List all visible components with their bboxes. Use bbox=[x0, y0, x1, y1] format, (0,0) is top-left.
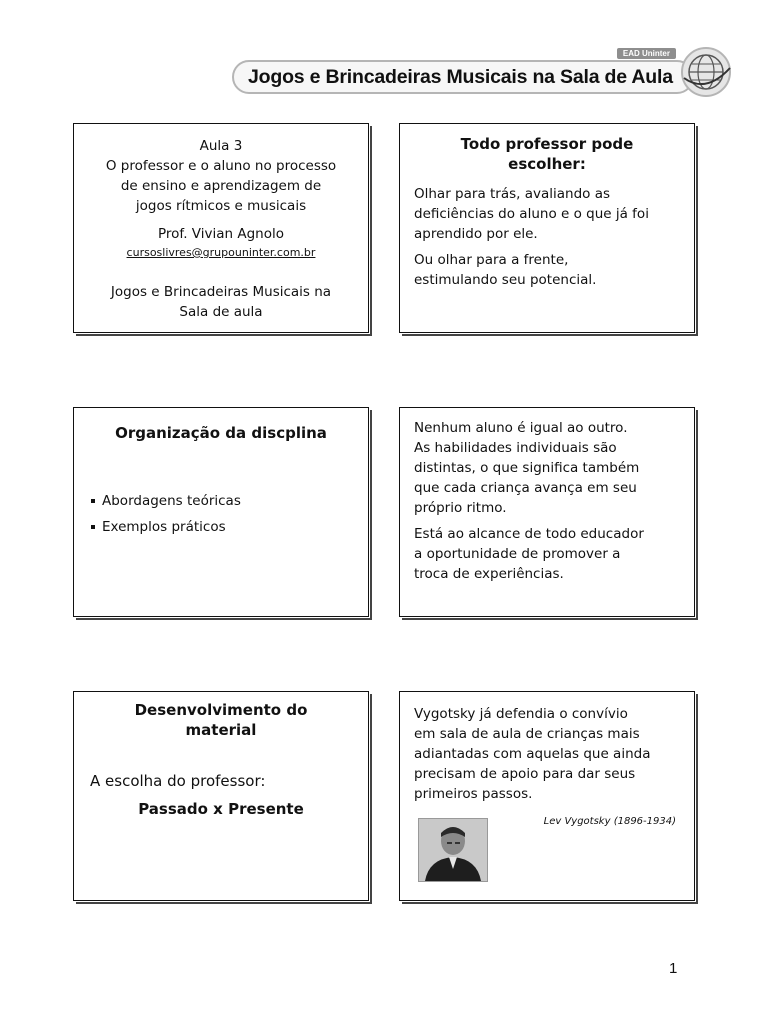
slide-2-text-line: estimulando seu potencial. bbox=[414, 272, 597, 288]
bullet-item: Abordagens teóricas bbox=[90, 488, 241, 514]
slide-4-body bbox=[414, 418, 686, 584]
slide-1-line: jogos rítmicos e musicais bbox=[135, 198, 307, 214]
slide-5-subtitle: Passado x Presente bbox=[138, 800, 304, 818]
header-banner bbox=[232, 46, 732, 102]
header-tag: EAD Uninter bbox=[617, 48, 676, 59]
slide-1 bbox=[73, 123, 369, 333]
globe-logo-icon bbox=[680, 46, 732, 98]
slide-2-title-line: escolher: bbox=[508, 155, 586, 173]
slide-3-bullet-list bbox=[90, 488, 241, 540]
slide-1-course-line: Sala de aula bbox=[179, 304, 263, 320]
slide-6-text-line: adiantadas com aquelas que ainda bbox=[414, 746, 651, 762]
slide-1-line: de ensino e aprendizagem de bbox=[120, 178, 322, 194]
portrait-image bbox=[419, 819, 487, 881]
slide-2-text-line: Olhar para trás, avaliando as bbox=[414, 186, 611, 202]
slide-2-text-line: Ou olhar para a frente, bbox=[414, 252, 569, 268]
slide-2-title bbox=[400, 134, 694, 174]
slide-4-text-line: Está ao alcance de todo educador bbox=[414, 526, 644, 542]
page-title: Jogos e Brincadeiras Musicais na Sala de Aula bbox=[248, 66, 673, 88]
slide-6 bbox=[399, 691, 695, 901]
slide-2-body bbox=[414, 184, 686, 290]
slide-4-text-line: próprio ritmo. bbox=[414, 500, 507, 516]
slide-1-course-line: Jogos e Brincadeiras Musicais na bbox=[110, 284, 332, 300]
slide-1-line: Aula 3 bbox=[199, 138, 243, 154]
slide-4 bbox=[399, 407, 695, 617]
slide-6-text-line: primeiros passos. bbox=[414, 786, 533, 802]
slide-5 bbox=[73, 691, 369, 901]
portrait-photo bbox=[418, 818, 488, 882]
slide-4-text-line: que cada criança avança em seu bbox=[414, 480, 637, 496]
header-pill bbox=[232, 60, 694, 94]
page-number: 1 bbox=[669, 960, 678, 977]
slide-1-course bbox=[74, 282, 368, 322]
slide-4-text-line: As habilidades individuais são bbox=[414, 440, 617, 456]
slide-1-author: Prof. Vivian Agnolo bbox=[158, 226, 284, 242]
slide-6-text-line: Vygotsky já defendia o convívio bbox=[414, 706, 628, 722]
slide-2-title-line: Todo professor pode bbox=[460, 135, 634, 153]
slide-2-text-line: aprendido por ele. bbox=[414, 226, 538, 242]
slide-4-text-line: distintas, o que significa também bbox=[414, 460, 640, 476]
slide-5-line: A escolha do professor: bbox=[90, 772, 266, 790]
slide-3 bbox=[73, 407, 369, 617]
slide-6-body bbox=[414, 704, 686, 804]
slide-2-text-line: deficiências do aluno e o que já foi bbox=[414, 206, 649, 222]
slide-1-line: O professor e o aluno no processo bbox=[105, 158, 337, 174]
slide-1-email-link[interactable]: cursoslivres@grupouninter.com.br bbox=[126, 246, 316, 259]
slide-1-title bbox=[74, 136, 368, 216]
slide-2 bbox=[399, 123, 695, 333]
slide-4-text-line: Nenhum aluno é igual ao outro. bbox=[414, 420, 628, 436]
slide-4-text-line: a oportunidade de promover a bbox=[414, 546, 621, 562]
slide-5-title bbox=[74, 700, 368, 740]
slide-5-title-line: material bbox=[185, 721, 257, 739]
slide-3-title: Organização da discplina bbox=[115, 424, 327, 442]
slide-4-text-line: troca de experiências. bbox=[414, 566, 564, 582]
slide-6-text-line: em sala de aula de crianças mais bbox=[414, 726, 640, 742]
photo-caption: Lev Vygotsky (1896-1934) bbox=[543, 816, 676, 827]
slide-5-title-line: Desenvolvimento do bbox=[134, 701, 308, 719]
bullet-item: Exemplos práticos bbox=[90, 514, 241, 540]
slide-6-text-line: precisam de apoio para dar seus bbox=[414, 766, 636, 782]
